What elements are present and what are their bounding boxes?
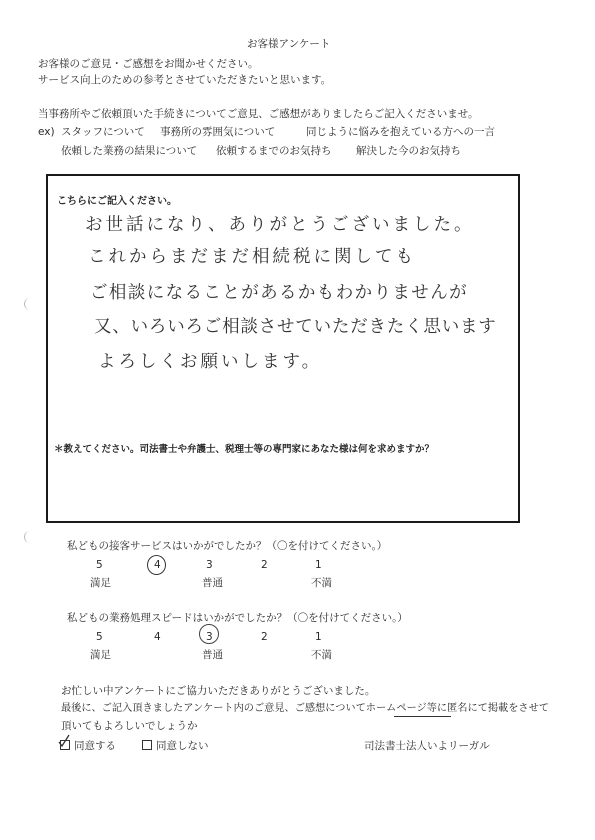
selected-rating-circle	[199, 624, 219, 644]
scale-label: 普通	[202, 649, 223, 661]
rating-option[interactable]: 1	[315, 559, 322, 571]
rating-option[interactable]: 3	[206, 631, 213, 643]
comment-box-label: こちらにご記入ください。	[57, 196, 177, 207]
closing-line: 頂いてもよろしいでしょうか	[61, 720, 198, 732]
comment-box[interactable]	[46, 174, 520, 523]
rating-option[interactable]: 5	[96, 559, 103, 571]
rating-question-speed: 私どもの業務処理スピードはいかがでしたか？（〇を付けてください。）	[67, 612, 408, 624]
example-item: 事務所の雰囲気について	[160, 126, 276, 138]
check-mark-icon	[56, 733, 72, 749]
consent-disagree-option[interactable]	[142, 740, 209, 752]
example-item: 同じように悩みを抱えている方への一言	[306, 126, 495, 138]
closing-line: お忙しい中アンケートにご協力いただきありがとうございました。	[61, 685, 376, 697]
rating-option[interactable]: 4	[154, 631, 161, 643]
handwritten-line: お世話になり、ありがとうございました。	[85, 215, 475, 235]
scale-label: 満足	[90, 649, 111, 661]
handwritten-line: 又、いろいろご相談させていただきたく思います	[94, 317, 497, 337]
example-item: 解決した今のお気持ち	[356, 145, 461, 157]
handwritten-line: よろしくお願いします。	[98, 352, 323, 372]
rating-option[interactable]: 1	[315, 631, 322, 643]
disagree-label: 同意しない	[156, 740, 209, 752]
punch-hole-mark	[24, 531, 33, 543]
example-item: スタッフについて	[61, 126, 145, 138]
rating-option[interactable]: 2	[261, 631, 268, 643]
handwritten-line: これからまだまだ相続税に関しても	[88, 247, 416, 267]
agree-label: 同意する	[74, 740, 116, 752]
intro-line: お客様のご意見・ご感想をお聞かせください。	[38, 58, 259, 70]
request-text: 当事務所やご依頼頂いた手続きについてご意見、ご感想がありましたらご記入くださいませ。	[38, 108, 479, 120]
rating-option[interactable]: 2	[261, 559, 268, 571]
closing-line: 最後に、ご記入頂きましたアンケート内のご意見、ご感想についてホームページ等に匿名にて掲載をさせて	[61, 703, 549, 714]
scale-label: 不満	[311, 649, 332, 661]
rating-option[interactable]: 5	[96, 631, 103, 643]
scale-label: 不満	[311, 577, 332, 589]
punch-hole-mark	[24, 298, 33, 310]
examples-prefix: ex)	[38, 126, 55, 138]
anonymous-underline	[394, 716, 451, 717]
scale-label: 満足	[90, 577, 111, 589]
rating-option[interactable]: 3	[206, 559, 213, 571]
example-item: 依頼した業務の結果について	[61, 145, 198, 157]
rating-question-service: 私どもの接客サービスはいかがでしたか？（〇を付けてください。）	[67, 540, 388, 552]
office-name: 司法書士法人いよリーガル	[364, 740, 490, 752]
expert-question: ＊教えてください。司法書士や弁護士、税理士等の専門家にあなた様は何を求めますか？	[54, 444, 435, 455]
scale-label: 普通	[202, 577, 223, 589]
intro-line: サービス向上のための参考とさせていただきたいと思います。	[38, 74, 332, 86]
selected-rating-circle	[147, 555, 166, 575]
handwritten-line: ご相談になることがあるかもわかりませんが	[90, 283, 468, 303]
example-item: 依頼するまでのお気持ち	[216, 145, 332, 157]
page-title: お客様アンケート	[247, 38, 331, 50]
rating-option[interactable]: 4	[154, 559, 161, 571]
disagree-checkbox[interactable]	[142, 740, 152, 750]
